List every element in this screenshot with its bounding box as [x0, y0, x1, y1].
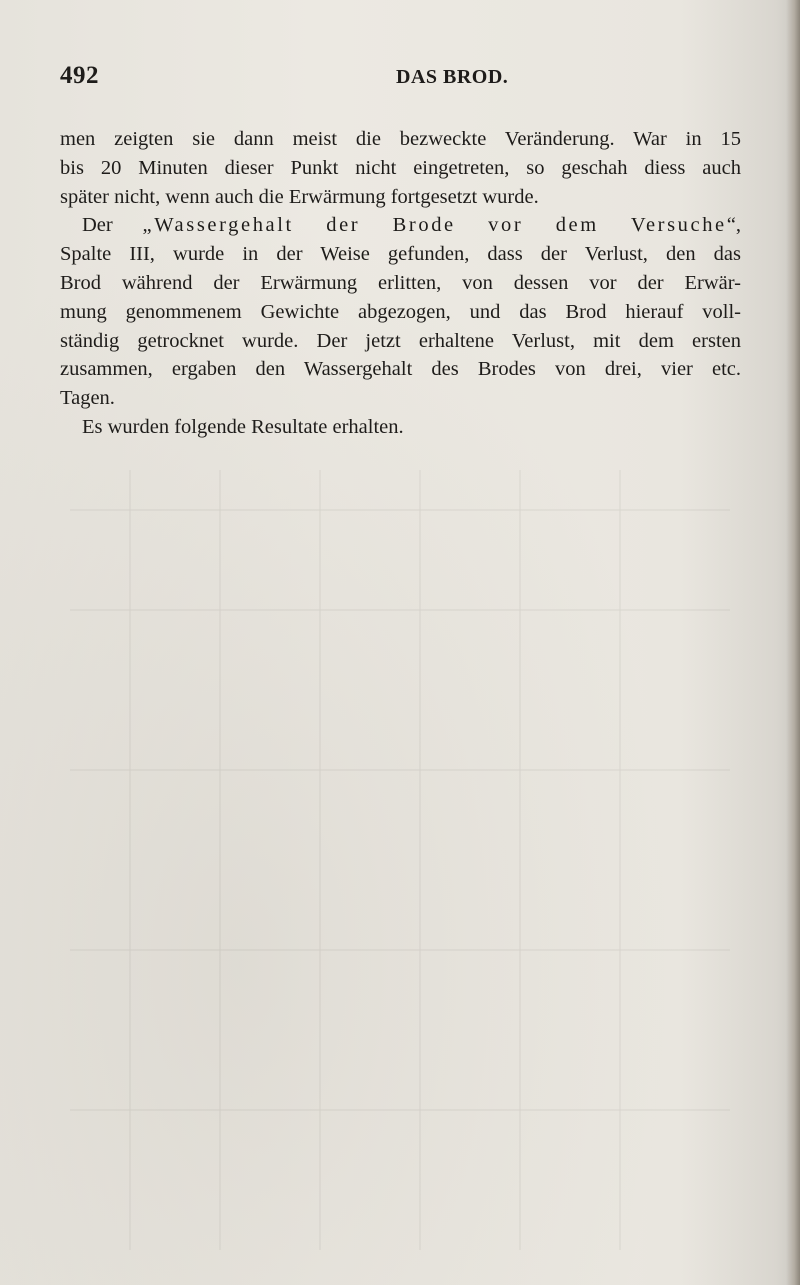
page-number: 492 — [60, 62, 99, 89]
text-line: men zeigten sie dann meist die bezweckte Veränderung. War in 15 — [60, 128, 741, 150]
page-edge-shadow — [786, 0, 800, 1285]
body-text — [60, 125, 741, 442]
text-line: Es wurden folgende Resultate erhalten. — [82, 415, 404, 438]
text-line: Brod während der Erwärmung erlitten, von dessen vor der Erwär- — [60, 271, 741, 294]
text-line: ständig getrocknet wurde. Der jetzt erhaltene Verlust, mit dem ersten — [60, 329, 741, 352]
text-line: bis 20 Minuten dieser Punkt nicht eingetreten, so geschah diess auch — [60, 156, 741, 179]
text-line: mung genommenem Gewichte abgezogen, und das Brod hierauf voll- — [60, 300, 741, 323]
text-line: Tagen. — [60, 387, 115, 410]
paragraph-1 — [60, 125, 741, 211]
text-line: später nicht, wenn auch die Erwärmung fortgesetzt wurde. — [60, 185, 539, 208]
show-through-table-texture — [70, 470, 730, 1250]
text-line — [60, 211, 741, 240]
paragraph-3 — [60, 413, 741, 442]
page-header — [60, 62, 738, 102]
spaced-emphasis: „Wassergehalt der Brode vor dem Versuche — [142, 214, 727, 237]
text-run: “, — [726, 214, 741, 237]
text-line: Spalte III, wurde in der Weise gefunden, dass der Verlust, den das — [60, 243, 741, 266]
running-head: DAS BROD. — [396, 66, 509, 88]
text-run: Der — [82, 214, 143, 237]
paragraph-2 — [60, 211, 741, 413]
text-line: zusammen, ergaben den Wassergehalt des Brodes von drei, vier etc. — [60, 358, 741, 381]
